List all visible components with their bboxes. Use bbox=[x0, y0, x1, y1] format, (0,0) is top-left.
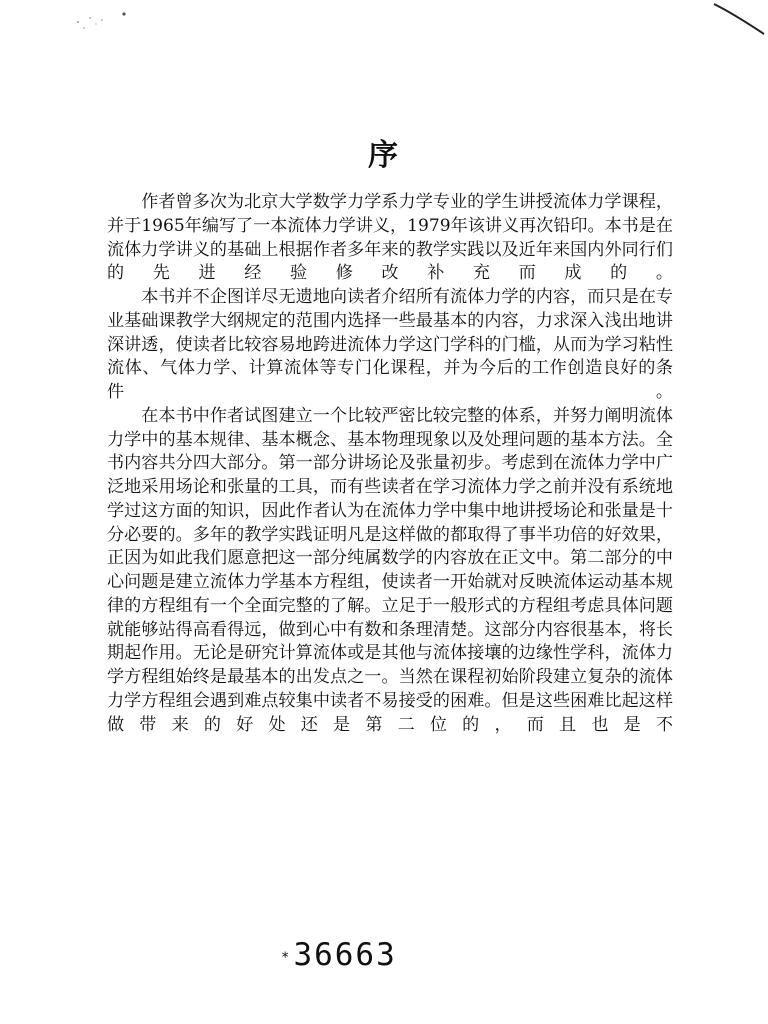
paragraph-2: 本书并不企图详尽无遗地向读者介绍所有流体力学的内容，而只是在专业基础课教学大纲规定的范围内选择一些最基本的内容，力求深入浅出地讲深讲透，使读者比较容易地跨进流体力学这门学科的门槛，从而为学习粘性流体、气体力学、计算流体等专门化课程，并为今后的工作创造良好的条件。 bbox=[107, 287, 673, 402]
scan-speckle-mark bbox=[72, 8, 132, 38]
scan-corner-line bbox=[708, 0, 768, 40]
paragraph-1: 作者曾多次为北京大学数学力学系力学专业的学生讲授流体力学课程，并于1965年编写了一本流体力学讲义，1979年该讲义再次铅印。本书是在流体力学讲义的基础上根据作者多年来的教学实践以及近年来国内外同行们的先进经验修改补充而成的。 bbox=[107, 192, 673, 284]
accession-number-stamp bbox=[281, 937, 397, 973]
stamp-prefix-mark: ∗ bbox=[281, 947, 290, 963]
preface-body bbox=[107, 191, 673, 737]
paragraph-3: 在本书中作者试图建立一个比较严密比较完整的体系，并努力阐明流体力学中的基本规律、基本概念、基本物理现象以及处理问题的基本方法。全书内容共分四大部分。第一部分讲场论及张量初步。考虑到在流体力学中广泛地采用场论和张量的工具，而有些读者在学习流体力学之前并没有系统地学过这方面的知识，因此作者认为在流体力学中集中地讲授场论和张量是十分必要的。多年的教学实践证明凡是这样做的都取得了事半功倍的好效果，正因为如此我们愿意把这一部分纯属数学的内容放在正文中。第二部分的中心问题是建立流体力学基本方程组，使读者一开始就对反映流体运动基本规律的方程组有一个全面完整的了解。立足于一般形式的方程组考虑具体问题就能够站得高看得远，做到心中有数和条理清楚。这部分内容很基本，将长期起作用。无论是研究计算流体或是其他与流体接壤的边缘性学科，流体力学方程组始终是最基本的出发点之一。当然在课程初始阶段建立复杂的流体力学方程组会遇到难点较集中读者不易接受的困难。但是这些困难比起这样做带来的好处还是第二位的，而且也是不 bbox=[107, 405, 673, 735]
stamp-number: 36663 bbox=[293, 937, 397, 973]
page-title: 序 bbox=[368, 138, 400, 173]
